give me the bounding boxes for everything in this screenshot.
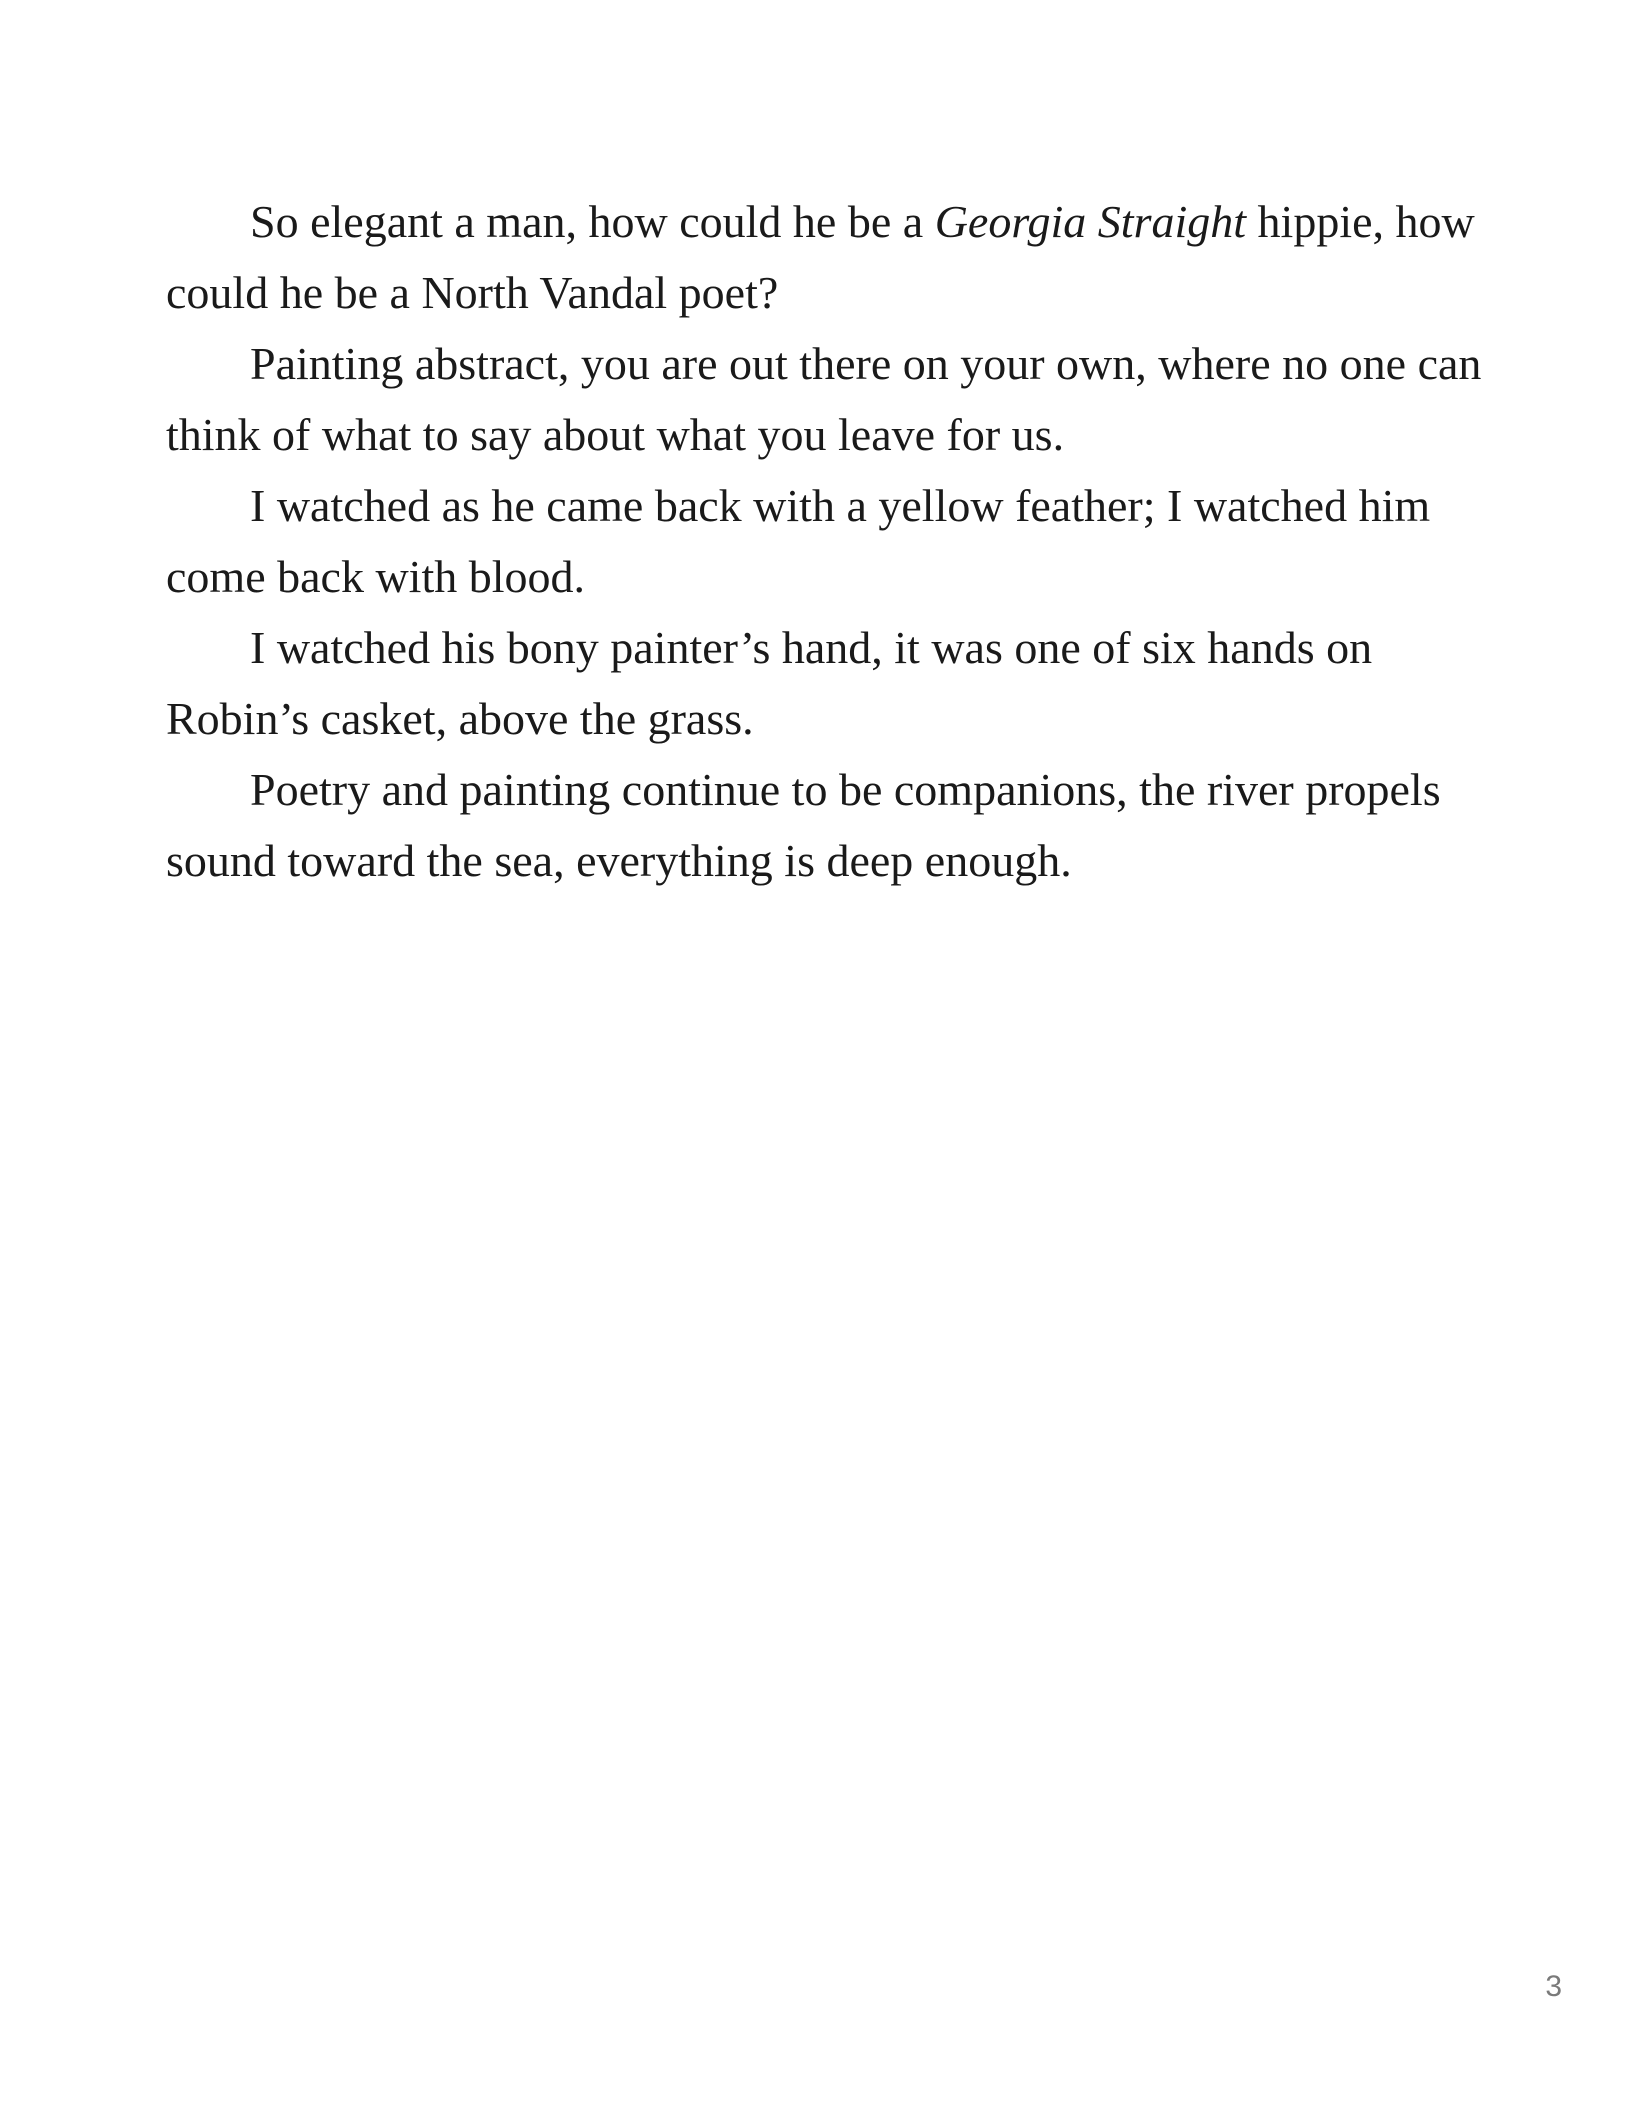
paragraph-1 xyxy=(166,186,1506,328)
paragraph-5: Poetry and painting continue to be companions, the river propels sound toward the sea, everything is deep enough. xyxy=(166,764,1441,886)
paragraph-1-text-before: So elegant a man, how could he be a xyxy=(250,196,935,247)
publication-title: Georgia Straight xyxy=(934,196,1247,247)
page-number: 3 xyxy=(1545,1970,1562,2003)
paragraph-1-text-after: hippie, how could he be a North Vandal poet? xyxy=(166,196,1475,318)
body-text xyxy=(166,186,1506,896)
paragraph-4: I watched his bony painter’s hand, it was one of six hands on Robin’s casket, above the grass. xyxy=(166,622,1373,744)
paragraph-3: I watched as he came back with a yellow feather; I watched him come back with blood. xyxy=(166,480,1431,602)
paragraph-2: Painting abstract, you are out there on your own, where no one can think of what to say about what you leave for us. xyxy=(166,338,1482,460)
